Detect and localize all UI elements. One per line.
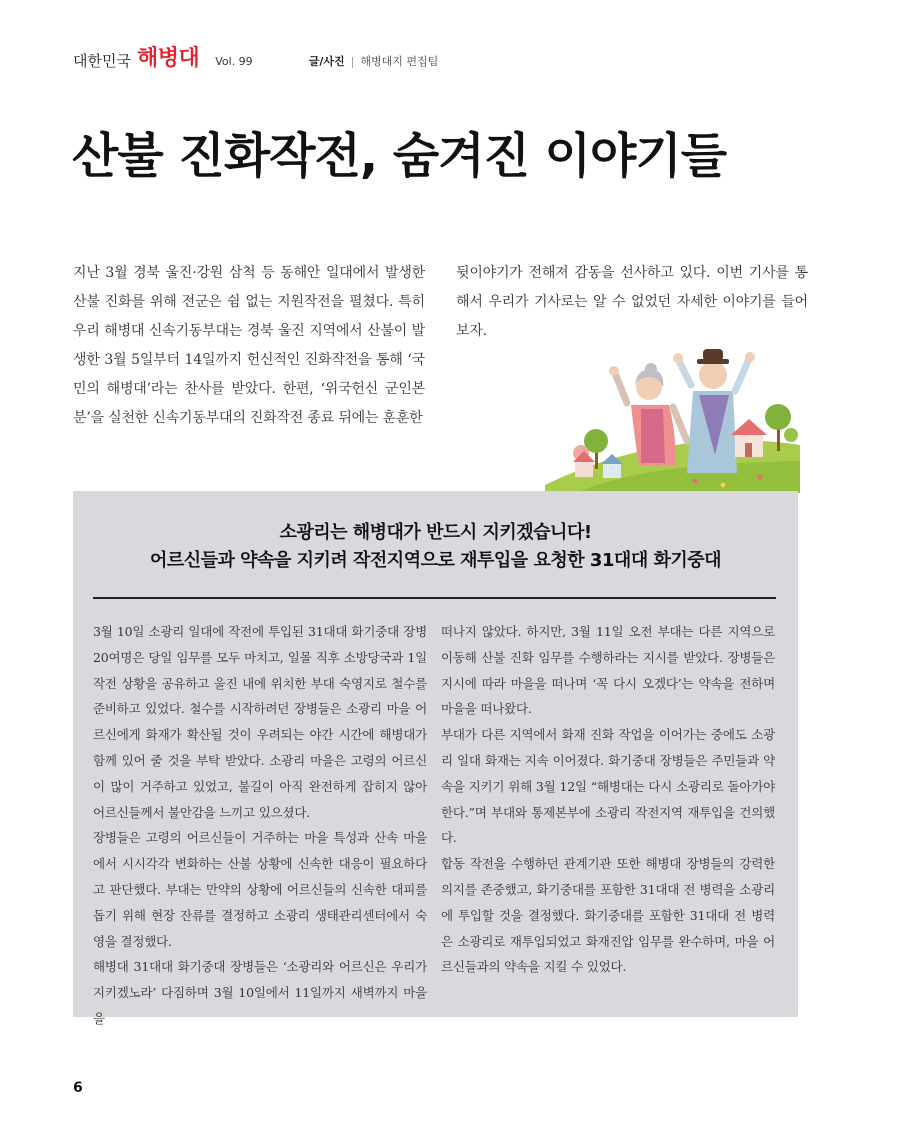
credit-separator: | xyxy=(350,55,355,68)
box-column-left xyxy=(93,619,427,1032)
headline-divider xyxy=(93,597,776,599)
page-number: 6 xyxy=(73,1080,83,1096)
body-paragraph: 3월 10일 소광리 일대에 작전에 투입된 31대대 화기중대 장병 20여명은 당일 임무를 모두 마치고, 일몰 직후 소방당국과 1일 작전 상황을 공유하고 울진 내에 위치한 부대 숙영지로 철수를 준비하고 있었다. 철수를 시작하려던 장병들은 소광리 마을 어르신에게 화재가 확산될 것이 우려되는 야간 시간에 해병대가 함께 있어 줄 것을 부탁 받았다. 소광리 마을은 고령의 어르신이 많이 거주하고 있었고, 불길이 아직 완전하게 잡히지 않아 어르신들께서 불안감을 느끼고 있으셨다. xyxy=(93,624,427,820)
box-headline xyxy=(73,519,798,575)
brand-prefix: 대한민국 xyxy=(73,52,131,70)
elderly-couple-illustration xyxy=(545,345,800,493)
credit-label: 글/사진 xyxy=(308,55,345,68)
article-title: 산불 진화작전, 숨겨진 이야기들 xyxy=(72,128,727,184)
body-paragraph: 합동 작전을 수행하던 관계기관 또한 해병대 장병들의 강력한 의지를 존중했고, 화기중대를 포함한 31대대 전 병력을 소광리에 투입할 것을 결정했다. 화기중대를 포함한 31대대 전 병력은 소광리로 재투입되었고 화재진압 임무를 완수하며, 마을 어르신들과의 약속을 지킬 수 있었다. xyxy=(441,856,775,975)
body-paragraph: 장병들은 고령의 어르신들이 거주하는 마을 특성과 산속 마을에서 시시각각 변화하는 산불 상황에 신속한 대응이 필요하다고 판단했다. 부대는 만약의 상황에 어르신들의 신속한 대피를 돕기 위해 현장 잔류를 결정하고 소광리 생태관리센터에서 숙영을 결정했다. xyxy=(93,830,427,949)
body-paragraph: 떠나지 않았다. 하지만, 3월 11일 오전 부대는 다른 지역으로 이동해 산불 진화 임무를 수행하라는 지시를 받았다. 장병들은 지시에 따라 마을을 떠나며 ‘꼭 다시 오겠다’는 약속을 전하며 마을을 떠나왔다. xyxy=(441,624,775,717)
credit-value: 해병대지 편집팀 xyxy=(360,55,439,68)
brand-logo-text: 해병대 xyxy=(136,46,200,71)
intro-paragraph-right: 뒷이야기가 전해져 감동을 선사하고 있다. 이번 기사를 통해서 우리가 기사로는 알 수 없었던 자세한 이야기를 들어보자. xyxy=(456,265,808,339)
body-paragraph: 해병대 31대대 화기중대 장병들은 ‘소광리와 어르신은 우리가 지키겠노라’ 다짐하며 3월 10일에서 11일까지 새벽까지 마을을 xyxy=(93,959,427,1026)
intro-paragraph-left: 지난 3월 경북 울진·강원 삼척 등 동해안 일대에서 발생한 산불 진화를 위해 전군은 쉼 없는 지원작전을 펼쳤다. 특히 우리 해병대 신속기동부대는 경북 울진 지역에서 산불이 발생한 3월 5일부터 14일까지 헌신적인 진화작전을 통해 ‘국민의 해병대’라는 찬사를 받았다. 한편, ‘위국헌신 군인본분’을 실천한 신속기동부대의 진화작전 종료 뒤에는 훈훈한 xyxy=(73,265,425,426)
magazine-header xyxy=(73,47,833,71)
box-column-right xyxy=(441,619,775,980)
box-headline-line-2: 어르신들과 약속을 지키려 작전지역으로 재투입을 요청한 31대대 화기중대 xyxy=(149,550,722,571)
box-headline-line-1: 소광리는 해병대가 반드시 지키겠습니다! xyxy=(279,522,592,543)
feature-story-box xyxy=(73,491,798,1026)
volume-number: Vol. 99 xyxy=(215,55,253,68)
body-paragraph: 부대가 다른 지역에서 화재 진화 작업을 이어가는 중에도 소광리 일대 화재는 지속 이어졌다. 화기중대 장병들은 주민들과 약속을 지키기 위해 3월 12일 “해병대는 다시 소광리로 돌아가야 한다.”며 부대와 통제본부에 소광리 작전지역 재투입을 건의했다. xyxy=(441,727,775,846)
